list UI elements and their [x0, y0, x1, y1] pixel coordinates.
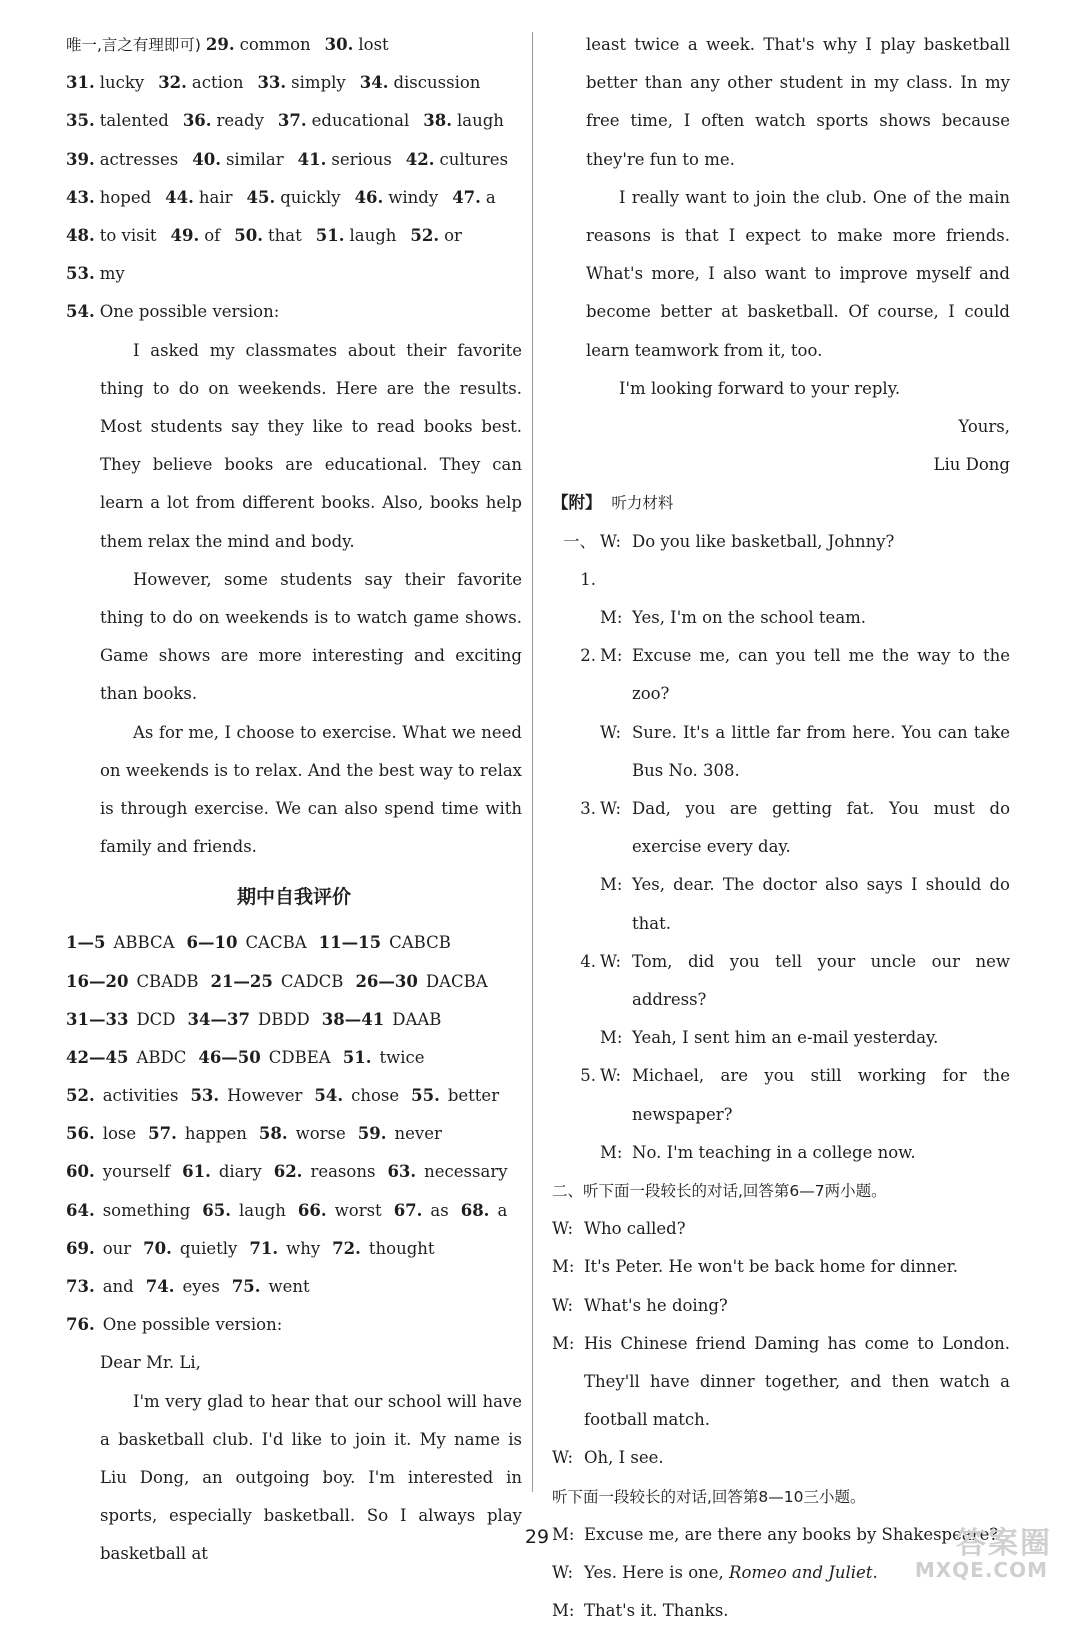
question-number: 35. — [66, 111, 95, 131]
speaker: W: — [552, 1295, 574, 1315]
answer-text: simply — [291, 73, 346, 93]
question-number: 30. — [324, 35, 354, 54]
answer-text: activities — [102, 1086, 179, 1106]
answer-text: laugh — [456, 111, 504, 131]
answer-text: CBADB — [136, 971, 199, 991]
dialogue-line — [552, 1134, 1010, 1172]
answer-text: happen — [184, 1124, 247, 1144]
answer-text: One possible version: — [99, 302, 280, 322]
answer-text: chose — [351, 1086, 400, 1106]
dialogue-number — [552, 866, 596, 942]
speaker: M: — [552, 1524, 575, 1544]
answer-text: my — [99, 264, 125, 284]
dialogue-line — [552, 599, 1010, 637]
letter-paragraph: least twice a week. That's why I play basketball better than any other student in my class. In my free time, I often watch sports shows because they're fun to me. — [586, 35, 1010, 169]
dialogue-line — [552, 637, 1010, 713]
answer-row — [66, 64, 522, 102]
speaker: M: — [552, 1257, 575, 1277]
conversation-line — [552, 1210, 1010, 1248]
answer-text: DAAB — [392, 1009, 442, 1029]
answer-text: a — [497, 1200, 508, 1220]
answer-text: as — [430, 1200, 449, 1220]
answer-row — [66, 1268, 522, 1306]
answer-text: actresses — [99, 149, 179, 169]
letter-paragraph: I'm looking forward to your reply. — [619, 378, 901, 398]
question-number: 39. — [66, 149, 95, 169]
answer-text: similar — [225, 149, 284, 169]
speaker: W: — [552, 1219, 574, 1239]
section-heading: 期中自我评价 — [236, 886, 351, 909]
question-number: 29. — [205, 35, 235, 54]
dialogue-text: Yeah, I sent him an e-mail yesterday. — [632, 1028, 939, 1048]
page-number: 29 — [524, 1526, 550, 1548]
answer-text: necessary — [424, 1162, 508, 1182]
answer-text: serious — [331, 149, 392, 169]
dialogue-text: Excuse me, are there any books by Shakespeare? — [584, 1524, 999, 1544]
answer-text: educational — [311, 111, 410, 131]
dialogue-text: Who called? — [584, 1219, 686, 1239]
answer-text: diary — [218, 1162, 262, 1182]
question-number: 54. — [314, 1086, 344, 1106]
question-number: 62. — [273, 1162, 303, 1182]
answer-text: CABCB — [389, 933, 451, 953]
speaker: W: — [600, 1066, 622, 1086]
answer-text: yourself — [102, 1162, 171, 1182]
answer-row — [66, 924, 522, 962]
answer-row — [66, 141, 522, 179]
question-number: 52. — [410, 225, 440, 245]
question-number: 38—41 — [321, 1009, 385, 1029]
answer-text: ready — [216, 111, 264, 131]
dialogue-line — [552, 1057, 1010, 1133]
question-number: 43. — [66, 187, 95, 207]
answer-row — [66, 1001, 522, 1039]
question-number: 44. — [165, 187, 194, 207]
dialogue-number — [552, 1019, 596, 1057]
dialogue-number — [552, 599, 596, 637]
speaker: M: — [552, 1333, 575, 1353]
question-number: 72. — [332, 1238, 361, 1258]
question-number: 11—15 — [318, 933, 382, 953]
answer-row — [66, 1077, 522, 1115]
answer-text: something — [102, 1200, 191, 1220]
answer-row — [66, 963, 522, 1001]
answer-text: common — [239, 35, 311, 54]
dialogue-text: Excuse me, can you tell me the way to the zoo? — [632, 646, 1010, 704]
answer-text: and — [102, 1277, 134, 1297]
question-number: 65. — [202, 1200, 231, 1220]
answer-text: thought — [368, 1238, 435, 1258]
answer-text: better — [447, 1086, 500, 1106]
answer-text: went — [268, 1277, 310, 1297]
dialogue-text: Do you like basketball, Johnny? — [632, 531, 895, 551]
question-number: 46. — [354, 187, 384, 207]
speaker: W: — [552, 1563, 574, 1583]
dialogue-text: It's Peter. He won't be back home for dinner. — [584, 1257, 958, 1277]
dialogue-text: Dad, you are getting fat. You must do exercise every day. — [632, 799, 1010, 857]
letter-paragraph: I'm very glad to hear that our school will have a basketball club. I'd like to join it. My name is Liu Dong, an outgoing boy. I'm interested in sports, especially basketball. So I always play basketball at — [100, 1391, 522, 1564]
essay-paragraph: I asked my classmates about their favorite thing to do on weekends. Here are the results. Most students say they like to read books best. They believe books are educational. They can learn a lot from different books. Also, books help them relax the mind and body. — [100, 340, 522, 551]
letter-paragraph: I really want to join the club. One of the main reasons is that I expect to make more friends. What's more, I also want to improve myself and become better at basketball. Of course, I could learn teamwork from it, too. — [586, 187, 1010, 360]
answer-text: ABDC — [136, 1047, 187, 1067]
question-number: 21—25 — [210, 971, 273, 991]
answer-note: 唯一,言之有理即可) — [66, 36, 206, 54]
dialogue-text: That's it. Thanks. — [584, 1601, 729, 1621]
answer-text: eyes — [182, 1277, 220, 1297]
question-number: 34. — [359, 73, 389, 93]
appendix-title: 听力材料 — [606, 494, 674, 513]
dialogue-line — [552, 943, 1010, 1019]
watermark-logo — [882, 1518, 1052, 1582]
dialogue-line — [552, 866, 1010, 942]
conversation-line — [552, 1439, 1010, 1477]
answer-row — [66, 217, 522, 255]
dialogue-text: No. I'm teaching in a college now. — [632, 1142, 916, 1162]
question-number: 60. — [66, 1162, 95, 1182]
dialogue-text: Michael, are you still working for the newspaper? — [632, 1066, 1010, 1124]
question-number: 42. — [405, 149, 435, 169]
question-number: 68. — [460, 1200, 490, 1220]
answer-text: laugh — [238, 1200, 286, 1220]
essay-paragraph: As for me, I choose to exercise. What we need on weekends is to relax. And the best way to relax is through exercise. We can also spend time with family and friends. — [100, 722, 522, 857]
answer-row — [66, 179, 522, 217]
question-number: 32. — [158, 73, 187, 93]
answer-row — [66, 102, 522, 140]
book-title: Romeo and Juliet — [729, 1563, 873, 1583]
conversation-line — [552, 1592, 1010, 1630]
speaker: W: — [600, 722, 622, 742]
speaker: W: — [600, 799, 622, 819]
speaker: M: — [600, 608, 623, 627]
question-number: 47. — [452, 187, 481, 207]
question-number: 64. — [66, 1200, 95, 1220]
answer-text: CACBA — [245, 933, 307, 953]
section-title: 听下面一段较长的对话,回答第8—10三小题。 — [552, 1487, 866, 1506]
dialogue-text: What's he doing? — [584, 1295, 728, 1315]
question-number: 53. — [66, 264, 95, 284]
answer-text: CDBEA — [268, 1047, 331, 1067]
dialogue-number — [552, 1134, 596, 1172]
dialogue-number: 4. — [580, 951, 596, 971]
question-number: 40. — [192, 149, 221, 169]
letter-signature: Liu Dong — [933, 455, 1010, 475]
question-number: 34—37 — [187, 1009, 250, 1029]
question-number: 71. — [249, 1238, 279, 1258]
question-number: 67. — [393, 1200, 423, 1220]
question-number: 76. — [66, 1315, 95, 1335]
question-number: 70. — [143, 1238, 172, 1258]
question-number: 49. — [170, 225, 200, 245]
conversation-line — [552, 1325, 1010, 1440]
letter-greeting: Dear Mr. Li, — [100, 1353, 201, 1373]
answer-text: or — [444, 225, 462, 245]
dialogue-number: 2. — [580, 646, 596, 666]
dialogue-text: Oh, I see. — [584, 1448, 664, 1468]
speaker: M: — [600, 1028, 623, 1048]
dialogue-text: His Chinese friend Daming has come to London. They'll have dinner together, and then watch a football match. — [584, 1333, 1010, 1430]
question-number: 63. — [387, 1162, 417, 1182]
question-number: 16—20 — [66, 971, 129, 991]
column-divider — [532, 32, 533, 1492]
left-column — [66, 26, 522, 1574]
question-number: 61. — [182, 1162, 211, 1182]
speaker: W: — [552, 1448, 574, 1468]
answer-text: CADCB — [280, 971, 344, 991]
dialogue-number: 5. — [580, 1066, 596, 1086]
answer-text: laugh — [349, 225, 397, 245]
dialogue-line — [552, 790, 1010, 866]
answer-row — [66, 1153, 522, 1191]
question-number: 37. — [277, 111, 307, 131]
answer-text: lose — [102, 1124, 137, 1144]
appendix-heading — [552, 484, 1010, 522]
question-number: 50. — [234, 225, 263, 245]
section-title: 二、听下面一段较长的对话,回答第6—7两小题。 — [552, 1182, 887, 1201]
question-number: 74. — [145, 1277, 175, 1297]
question-number: 75. — [231, 1277, 261, 1297]
answer-row — [66, 293, 522, 331]
answer-text: However — [227, 1086, 303, 1106]
question-number: 57. — [148, 1124, 177, 1144]
question-number: 38. — [423, 111, 452, 131]
question-number: 31—33 — [66, 1009, 129, 1029]
answer-row — [66, 255, 522, 293]
watermark-text: 答案圈 — [956, 1526, 1052, 1561]
speaker: M: — [600, 875, 623, 895]
dialogue-text: Yes, dear. The doctor also says I should do that. — [632, 875, 1010, 933]
answer-text: hair — [198, 187, 233, 207]
dialogue-text: Tom, did you tell your uncle our new address? — [632, 951, 1010, 1010]
question-number: 1—5 — [66, 933, 106, 953]
question-number: 42—45 — [66, 1047, 129, 1067]
question-number: 52. — [66, 1086, 95, 1106]
speaker: W: — [600, 951, 622, 971]
answer-text: lucky — [99, 73, 145, 93]
answer-text: windy — [388, 187, 439, 207]
essay-paragraph: However, some students say their favorite thing to do on weekends is to watch game shows. Game shows are more interesting and exciting than books. — [100, 569, 522, 704]
dialogue-number — [552, 714, 596, 790]
question-number: 46—50 — [198, 1047, 261, 1067]
answer-text: worse — [295, 1124, 346, 1144]
question-number: 51. — [342, 1047, 372, 1067]
answer-text: action — [191, 73, 244, 93]
answer-row — [66, 1306, 522, 1344]
dialogue-line — [552, 523, 1010, 599]
answer-text: twice — [379, 1047, 425, 1067]
right-column — [552, 26, 1010, 1630]
letter-closing: Yours, — [958, 417, 1010, 437]
question-number: 58. — [258, 1124, 288, 1144]
answer-text: One possible version: — [102, 1315, 283, 1335]
question-number: 56. — [66, 1124, 95, 1144]
question-number: 53. — [190, 1086, 220, 1106]
answer-text: DCD — [136, 1009, 176, 1029]
answer-row — [66, 1039, 522, 1077]
answer-text: our — [102, 1238, 132, 1258]
answer-row — [66, 1230, 522, 1268]
question-number: 73. — [66, 1277, 95, 1297]
question-number: 33. — [257, 73, 287, 93]
answer-text: DBDD — [257, 1009, 310, 1029]
answer-text: that — [268, 225, 302, 245]
watermark-url: MXQE.COM — [914, 1558, 1048, 1582]
question-number: 51. — [315, 225, 345, 245]
answer-row — [66, 1192, 522, 1230]
question-number: 45. — [246, 187, 276, 207]
question-number: 31. — [66, 73, 95, 93]
speaker: W: — [600, 531, 622, 551]
dialogue-line — [552, 1019, 1010, 1057]
dialogue-line — [552, 714, 1010, 790]
conversation-line — [552, 1248, 1010, 1286]
question-number: 54. — [66, 302, 95, 322]
question-number: 66. — [297, 1200, 327, 1220]
speaker: M: — [600, 646, 623, 666]
answer-text: a — [485, 187, 496, 207]
answer-text: never — [394, 1124, 442, 1144]
answer-text: hoped — [99, 187, 152, 207]
dialogue-text: Yes, I'm on the school team. — [632, 608, 867, 627]
answer-text: worst — [334, 1200, 382, 1220]
question-number: 6—10 — [186, 933, 238, 953]
answer-text: to visit — [99, 225, 157, 245]
question-number: 41. — [297, 149, 327, 169]
answer-text: DACBA — [425, 971, 488, 991]
answer-text: quietly — [179, 1238, 238, 1258]
answer-row — [66, 26, 522, 64]
answer-text: cultures — [439, 149, 509, 169]
answer-row — [66, 1115, 522, 1153]
dialogue-number: 一、1. — [563, 531, 596, 589]
answer-text: why — [286, 1238, 321, 1258]
appendix-tag: 【附】 — [552, 493, 602, 513]
answer-text: reasons — [310, 1162, 376, 1182]
answer-text: discussion — [393, 73, 481, 93]
dialogue-number: 3. — [580, 799, 596, 819]
speaker: M: — [552, 1601, 575, 1621]
answer-text: ABBCA — [113, 933, 175, 953]
question-number: 55. — [411, 1086, 440, 1106]
dialogue-text: Sure. It's a little far from here. You can take Bus No. 308. — [632, 722, 1010, 780]
answer-text: talented — [99, 111, 169, 131]
speaker: M: — [600, 1142, 623, 1162]
question-number: 36. — [182, 111, 212, 131]
question-number: 59. — [357, 1124, 387, 1144]
answer-text: of — [204, 225, 221, 245]
dialogue-text: Yes. Here is one, Romeo and Juliet. — [584, 1563, 878, 1583]
conversation-line — [552, 1287, 1010, 1325]
question-number: 26—30 — [355, 971, 418, 991]
answer-text: lost — [358, 35, 389, 54]
question-number: 48. — [66, 225, 95, 245]
question-number: 69. — [66, 1238, 95, 1258]
answer-text: quickly — [280, 187, 341, 207]
